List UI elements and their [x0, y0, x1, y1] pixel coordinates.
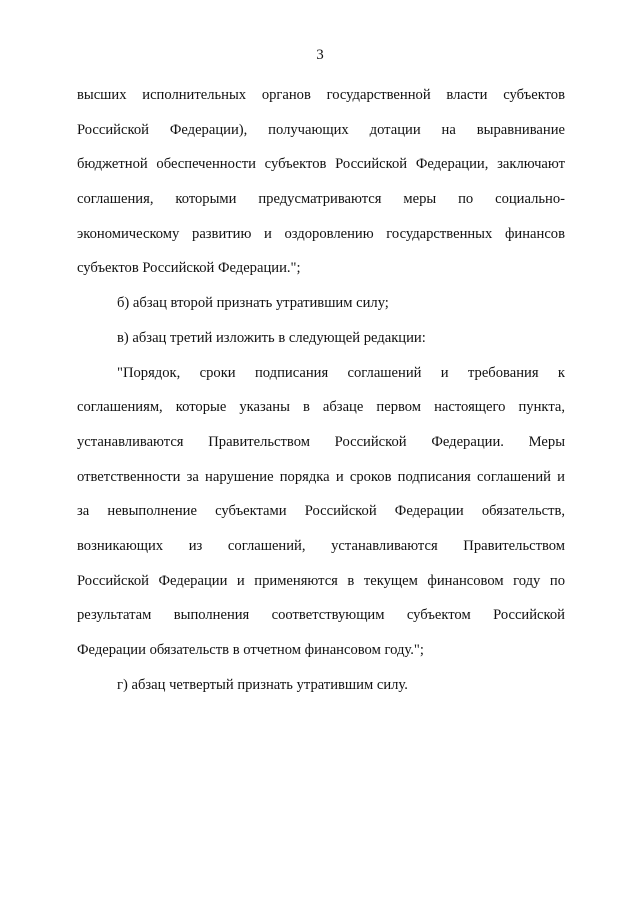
text-line: в) абзац третий изложить в следующей редакции:: [117, 329, 426, 346]
document-body: [77, 78, 565, 702]
paragraph-quoted-text: [77, 356, 565, 668]
text-line: ответственности за нарушение порядка и сроков подписания соглашений и: [77, 468, 565, 485]
text-line: Российской Федерации), получающих дотации на выравнивание: [77, 121, 565, 138]
text-line: Федерации обязательств в отчетном финансовом году.";: [77, 642, 424, 658]
paragraph-item-v: [77, 321, 565, 356]
page-number: 3: [316, 47, 324, 63]
text-line: соглашениям, которые указаны в абзаце первом настоящего пункта,: [77, 399, 565, 416]
text-line: субъектов Российской Федерации.";: [77, 260, 301, 277]
text-line: возникающих из соглашений, устанавливаются Правительством: [77, 537, 565, 554]
text-line: соглашения, которыми предусматриваются меры по социально-: [77, 191, 565, 208]
paragraph-item-b: [77, 286, 565, 321]
text-line: экономическому развитию и оздоровлению государственных финансов: [77, 225, 565, 242]
text-line: результатам выполнения соответствующим субъектом Российской: [77, 607, 565, 624]
text-line: "Порядок, сроки подписания соглашений и требования к: [117, 364, 565, 381]
text-line: б) абзац второй признать утратившим силу;: [117, 295, 389, 312]
text-line: Российской Федерации и применяются в текущем финансовом году по: [77, 572, 565, 589]
text-line: бюджетной обеспеченности субъектов Российской Федерации, заключают: [77, 156, 565, 173]
paragraph-continuation: [77, 78, 565, 286]
paragraph-item-g: [77, 668, 565, 703]
text-line: устанавливаются Правительством Российской Федерации. Меры: [77, 433, 565, 450]
text-line: г) абзац четвертый признать утратившим силу.: [117, 676, 408, 693]
text-line: высших исполнительных органов государственной власти субъектов: [77, 87, 565, 103]
text-line: за невыполнение субъектами Российской Федерации обязательств,: [77, 503, 565, 520]
